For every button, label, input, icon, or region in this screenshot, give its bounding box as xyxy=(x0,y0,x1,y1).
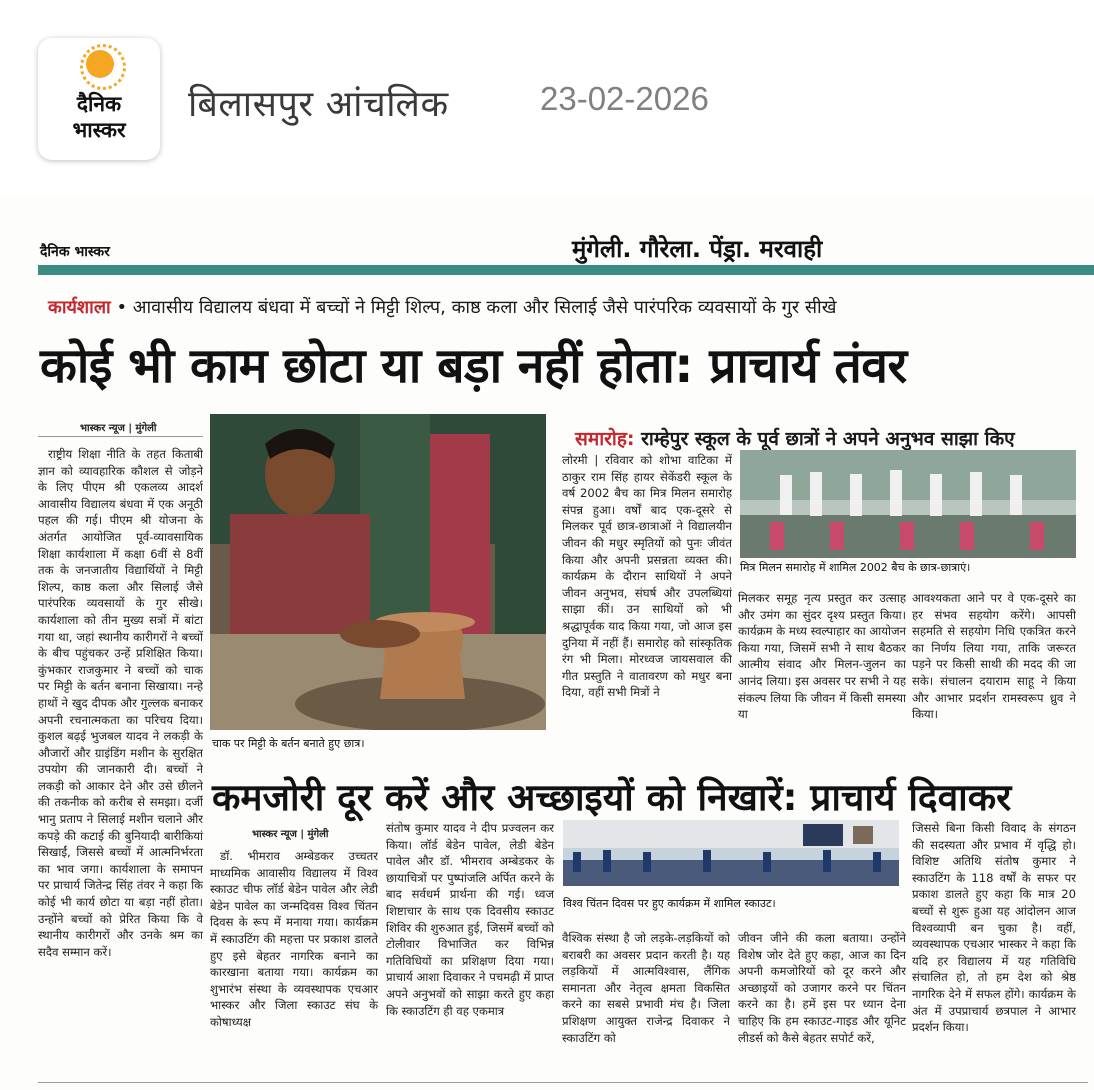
reunion-col-2 xyxy=(738,590,906,750)
scout-col2-text: संतोष कुमार यादव ने दीप प्रज्वलन कर किया। लॉर्ड बेडेन पावेल, लेडी बेडेन पावेल और डॉ. भीमराव अम्बेडकर के छायाचित्रों पर पुष्पांजलि अर्पित करने के बाद सर्वधर्म प्रार्थना की गई। ध्वज शिष्टाचार के साथ एक दिवसीय स्काउट शिविर की शुरुआत हुई, जिसमें बच्चों को टोलीवार विभाजित कर विभिन्न गतिविधियों का प्रशिक्षण दिया गया। प्राचार्य आशा दिवाकर ने पचमढ़ी में प्राप्त अपने अनुभवों को साझा करते हुए कहा कि स्काउटिंग ही वह एकमात्र xyxy=(386,821,554,1018)
reunion-group-photo xyxy=(740,450,1076,558)
scout-col-1 xyxy=(210,848,378,1078)
lead-kicker xyxy=(48,295,836,319)
reunion-col1-text: लोरमी | रविवार को शोभा वाटिका में ठाकुर राम सिंह हायर सेकेंडरी स्कूल के वर्ष 2002 बैच का मित्र मिलन समारोह संपन्न हुआ। वर्षों बाद एक-दूसरे से मिलकर पूर्व छात्र-छात्राओं ने विद्यालयीन जीवन की मधुर स्मृतियों को पुनः जीवंत किया और अपनी प्रसन्नता व्यक्त की। कार्यक्रम के दौरान साथियों ने अपने जीवन अनुभव, संघर्ष और उपलब्धियां साझा कीं। उन साथियों को भी श्रद्धापूर्वक याद किया गया, जो आज इस दुनिया में नहीं हैं। समारोह को सांस्कृतिक रंग भी मिला। मोरध्वज जायसवाल की गीत प्रस्तुति ने वातावरण को मधुर बना दिया, वहीं सभी मित्रों ने xyxy=(562,453,732,700)
masthead-rule xyxy=(38,265,1094,275)
divider xyxy=(38,436,203,437)
lead-byline: भास्कर न्यूज | मुंगेली xyxy=(80,423,157,434)
reunion-col-3 xyxy=(912,590,1076,750)
lead-body-text: राष्ट्रीय शिक्षा नीति के तहत किताबी ज्ञान को व्यावहारिक कौशल से जोड़ने के लिए पीएम श्री एकलव्य आदर्श आवासीय विद्यालय बंधवा में एक अनूठी पहल की गई। पीएम श्री योजना के अंतर्गत आयोजित पूर्व-व्यावसायिक शिक्षा कार्यशाला में कक्षा 6वीं से 8वीं तक के जनजातीय विद्यार्थियों ने मिट्टी शिल्प, काष्ठ कला और सिलाई जैसे पारंपरिक व्यवसायों के गुर सीखे। कार्यशाला को तीन मुख्य सत्रों में बांटा गया था, जहां स्थानीय कारीगरों ने बच्चों के बीच पहुंचकर उन्हें प्रशिक्षित किया। कुंभकार राजकुमार ने बच्चों को चाक पर मिट्टी के बर्तन बनाना सिखाया। नन्हे हाथों ने खुद दीपक और गुल्लक बनाकर अपनी रचनात्मकता का परिचय दिया। कुशल बढ़ई भुजबल यादव ने लकड़ी के औजारों और ग्राइंडिंग मशीन के सुरक्षित उपयोग की जानकारी दी। बच्चों ने लकड़ी को आकार देने और उसे छीलने की तकनीक को करीब से समझा। दर्जी भानु प्रताप ने सिलाई मशीन चलाने और कपड़े की कटाई की बुनियादी बारीकियां सिखाईं, जिससे बच्चों में आत्मनिर्भरता का भाव जगा। कार्यशाला के समापन पर प्राचार्य जितेन्द्र सिंह तंवर ने कहा कि कोई भी कार्य छोटा या बड़ा नहीं होता। उन्होंने बच्चों को प्रेरित किया कि वे स्थानीय कारीगरों और उनके श्रम का सदैव सम्मान करें। xyxy=(38,447,203,959)
edition-title: बिलासपुर आंचलिक xyxy=(188,84,449,125)
reunion-col2-text: मिलकर समूह नृत्य प्रस्तुत कर उत्साह और उमंग का सुंदर दृश्य प्रस्तुत किया। कार्यक्रम के मध्य स्वल्पाहार का आयोजन किया गया, जिसमें सभी ने साथ बैठकर आत्मीय संवाद और मिलन-जुलन का आनंद लिया। इस अवसर पर सभी ने यह संकल्प लिया कि जीवन में किसी समस्या या xyxy=(738,591,906,722)
page-bottom-rule xyxy=(38,1082,1088,1083)
scout-col1-text: डॉ. भीमराव अम्बेडकर उच्चतर माध्यमिक आवासीय विद्यालय में विश्व स्काउट चीफ लॉर्ड बेडेन पावेल और लेडी बेडेन पावेल का जन्मदिवस विश्व चिंतन दिवस के रूप में मनाया गया। कार्यक्रम में स्काउटिंग की महत्ता पर प्रकाश डालते हुए इसे बेहतर नागरिक बनाने का कारखाना बताया गया। कार्यक्रम का शुभारंभ संस्था के व्यवस्थापक एचआर भास्कर और जिला स्काउट संघ के कोषाध्यक्ष xyxy=(210,849,378,1029)
reunion-tag: समारोह: xyxy=(575,428,635,450)
scout-col5-text: जिससे बिना किसी विवाद के संगठन की सदस्यता और प्रभाव में वृद्धि हो। विशिष्ट अतिथि संतोष कुमार ने स्काउटिंग के 118 वर्षों के सफर पर प्रकाश डालते हुए कहा कि मात्र 20 बच्चों से शुरू हुआ यह आंदोलन आज विश्वव्यापी बन चुका है। वहीं, व्यवस्थापक एचआर भास्कर ने कहा कि यदि हर विद्यालय में यह गतिविधि संचालित हो, तो हम देश को श्रेष्ठ नागरिक देने में सफल होंगे। कार्यक्रम के अंत में उपप्राचार्य छत्रपाल ने आभार प्रदर्शन किया। xyxy=(912,821,1076,1035)
edition-date: 23-02-2026 xyxy=(540,80,709,117)
reunion-headline xyxy=(575,425,1015,451)
pottery-caption: चाक पर मिट्टी के बर्तन बनाते हुए छात्र। xyxy=(212,737,365,750)
scout-col-3 xyxy=(562,930,730,1078)
lead-body xyxy=(38,446,203,1076)
scout-col3-text: वैश्विक संस्था है जो लड़के-लड़कियों को बराबरी का अवसर प्रदान करती है। यह लड़कियों में आत्मविश्वास, लैंगिक समानता और नेतृत्व क्षमता विकसित करने का सबसे प्रभावी मंच है। जिला प्रशिक्षण आयुक्त राजेन्द्र दिवाकर ने स्काउटिंग को xyxy=(562,931,730,1045)
scout-col-5 xyxy=(912,820,1076,1078)
logo-line2: भास्कर xyxy=(72,118,126,142)
scout-headline: कमजोरी दूर करें और अच्छाइयों को निखारें: प्राचार्य दिवाकर xyxy=(212,776,1012,819)
scout-col4-text: जीवन जीने की कला बताया। उन्होंने विशेष जोर देते हुए कहा, आज का दिन अपनी कमजोरियों को दूर करने और अच्छाइयों को उजागर करने पर चिंतन करने का है। हमें इस पर ध्यान देना चाहिए कि हम स्काउट-गाइड और यूनिट लीडर्स को कैसे बेहतर सपोर्ट करें, xyxy=(738,931,906,1045)
sun-icon xyxy=(86,50,114,78)
masthead-regions: मुंगेली. गौरेला. पेंड्रा. मरवाही xyxy=(572,235,823,263)
scout-col-2 xyxy=(386,820,554,1078)
app-header xyxy=(0,0,1094,195)
dainik-bhaskar-logo[interactable] xyxy=(38,38,160,160)
reunion-title: राम्हेपुर स्कूल के पूर्व छात्रों ने अपने अनुभव साझा किए xyxy=(641,428,1015,450)
scout-col-4 xyxy=(738,930,906,1078)
lead-headline: कोई भी काम छोटा या बड़ा नहीं होता: प्राचार्य तंवर xyxy=(40,338,907,394)
reunion-col3-text: आवश्यकता आने पर वे एक-दूसरे का हर संभव सहयोग करेंगे। आपसी सहमति से सहयोग निधि एकत्रित करने का निर्णय लिया गया, ताकि जरूरत पड़ने पर किसी साथी की मदद की जा सके। संचालन दयाराम साहू ने किया और आभार प्रदर्शन रामस्वरूप ध्रुव ने किया। xyxy=(912,591,1076,722)
scout-event-photo xyxy=(563,820,899,886)
kicker-tag: कार्यशाला xyxy=(48,297,111,318)
kicker-text: आवासीय विद्यालय बंधवा में बच्चों ने मिट्टी शिल्प, काष्ठ कला और सिलाई जैसे पारंपरिक व्यवसायों के गुर सीखे xyxy=(132,297,837,318)
kicker-bullet: • xyxy=(116,297,133,318)
scout-caption: विश्व चिंतन दिवस पर हुए कार्यक्रम में शामिल स्काउट। xyxy=(563,897,776,910)
masthead-brand: दैनिक भास्कर xyxy=(40,244,110,260)
pottery-photo xyxy=(210,414,546,730)
scout-byline: भास्कर न्यूज | मुंगेली xyxy=(252,829,329,840)
reunion-col-1 xyxy=(562,452,732,750)
reunion-caption: मित्र मिलन समारोह में शामिल 2002 बैच के छात्र-छात्राएं। xyxy=(740,561,971,574)
logo-line1: दैनिक xyxy=(76,92,122,116)
